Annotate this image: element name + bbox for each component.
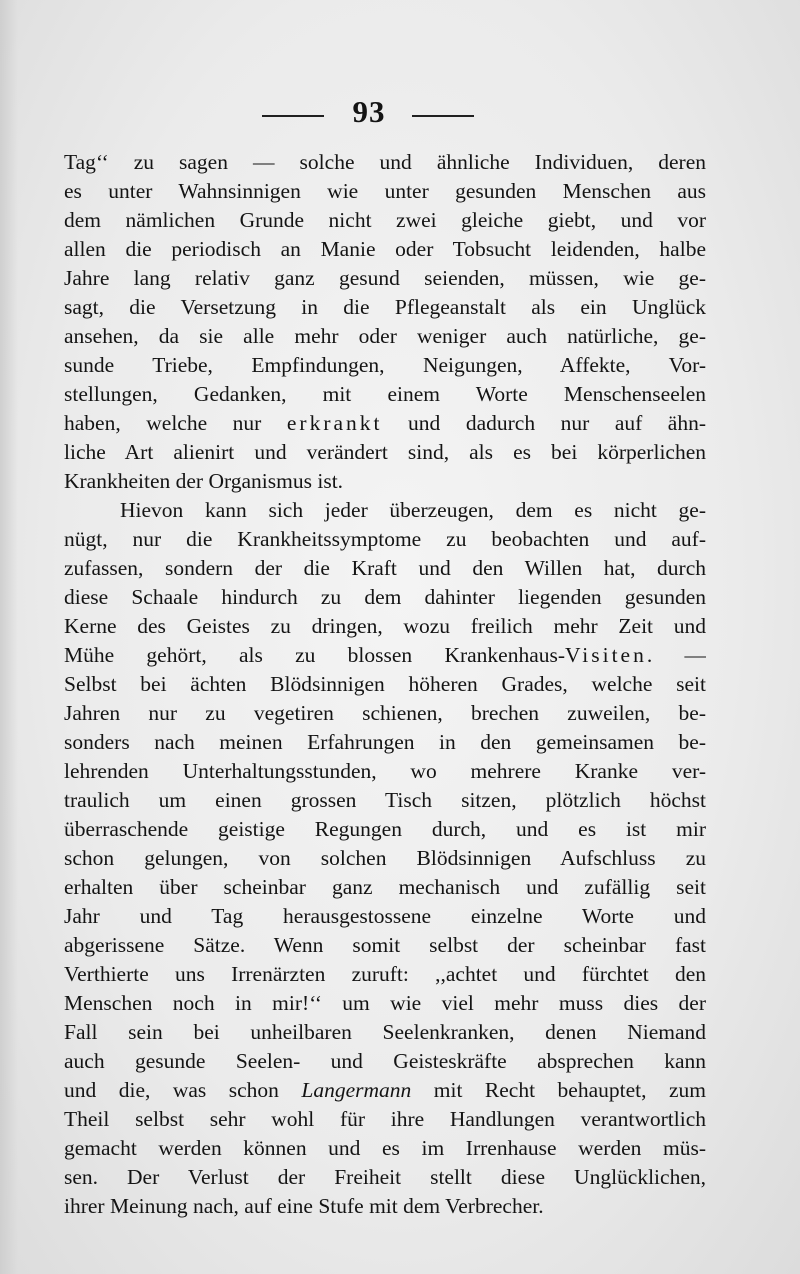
text-line [64, 583, 706, 612]
text-line [64, 409, 706, 438]
text-segment: sunde Triebe, Empfindungen, Neigungen, Affekte, Vor- [64, 353, 706, 377]
text-segment: gemacht werden können und es im Irrenhause werden müs- [64, 1136, 706, 1160]
text-segment: Krankheiten der Organismus ist. [64, 469, 344, 493]
text-line [64, 554, 706, 583]
text-segment: sonders nach meinen Erfahrungen in den gemeinsamen be- [64, 730, 706, 754]
text-segment: Hievon kann sich jeder überzeugen, dem es nicht ge- [120, 498, 706, 522]
text-line [64, 322, 706, 351]
text-line [64, 931, 706, 960]
text-segment: es unter Wahnsinnigen wie unter gesunden Menschen aus [64, 179, 706, 203]
text-segment: und die, was schon [64, 1078, 302, 1102]
emphasized-word: erkrankt [286, 411, 383, 435]
text-line [64, 1192, 706, 1221]
text-line [64, 1134, 706, 1163]
text-line [64, 786, 706, 815]
text-segment: Menschen noch in mir!‘‘ um wie viel mehr muss dies der [64, 991, 706, 1015]
text-line [64, 235, 706, 264]
text-segment: lehrenden Unterhaltungsstunden, wo mehrere Kranke ver- [64, 759, 706, 783]
text-line [64, 1018, 706, 1047]
text-line [64, 438, 706, 467]
text-segment: abgerissene Sätze. Wenn somit selbst der scheinbar fast [64, 933, 706, 957]
text-segment: traulich um einen grossen Tisch sitzen, plötzlich höchst [64, 788, 706, 812]
text-segment: Jahre lang relativ ganz gesund seienden, müssen, wie ge- [64, 266, 706, 290]
text-segment: . — [646, 643, 706, 667]
text-line [64, 1047, 706, 1076]
text-segment: auch gesunde Seelen- und Geisteskräfte absprechen kann [64, 1049, 706, 1073]
text-segment: allen die periodisch an Manie oder Tobsucht leidenden, halbe [64, 237, 706, 261]
text-line [64, 728, 706, 757]
text-segment: stellungen, Gedanken, mit einem Worte Menschenseelen [64, 382, 706, 406]
text-line [64, 844, 706, 873]
text-line [64, 177, 706, 206]
text-segment: Mühe gehört, als zu blossen Krankenhaus- [64, 643, 566, 667]
text-segment: ansehen, da sie alle mehr oder weniger auch natürliche, ge- [64, 324, 706, 348]
text-line [64, 467, 706, 496]
italic-name: Langermann [301, 1078, 412, 1102]
text-segment: Fall sein bei unheilbaren Seelenkranken, denen Niemand [64, 1020, 706, 1044]
text-line [64, 757, 706, 786]
text-line [64, 670, 706, 699]
text-line [64, 902, 706, 931]
text-segment: diese Schaale hindurch zu dem dahinter liegenden gesunden [64, 585, 706, 609]
page-header [0, 92, 800, 132]
text-line [64, 1105, 706, 1134]
header-rule-left [262, 115, 324, 117]
text-line [64, 264, 706, 293]
text-segment: Selbst bei ächten Blödsinnigen höheren Grades, welche seit [64, 672, 706, 696]
text-segment: überraschende geistige Regungen durch, und es ist mir [64, 817, 706, 841]
text-line [64, 989, 706, 1018]
text-line [64, 1163, 706, 1192]
text-segment: haben, welche nur [64, 411, 287, 435]
text-segment: Tag‘‘ zu sagen — solche und ähnliche Individuen, deren [64, 150, 706, 174]
text-segment: liche Art alienirt und verändert sind, als es bei körperlichen [64, 440, 706, 464]
page-number: 93 [352, 94, 386, 129]
text-segment: Jahren nur zu vegetiren schienen, brechen zuweilen, be- [64, 701, 706, 725]
text-line [64, 525, 706, 554]
text-line [64, 351, 706, 380]
text-line [64, 293, 706, 322]
text-segment: ihrer Meinung nach, auf eine Stufe mit dem Verbrecher. [64, 1194, 544, 1218]
text-line [64, 815, 706, 844]
text-segment: Theil selbst sehr wohl für ihre Handlungen verantwortlich [64, 1107, 706, 1131]
text-segment: zufassen, sondern der die Kraft und den Willen hat, durch [64, 556, 706, 580]
text-segment: dem nämlichen Grunde nicht zwei gleiche giebt, und vor [64, 208, 706, 232]
text-segment: Verthierte uns Irrenärzten zuruft: ,,achtet und fürchtet den [64, 962, 706, 986]
text-line [64, 206, 706, 235]
header-rule-right [412, 115, 474, 117]
text-line [64, 960, 706, 989]
text-line [64, 612, 706, 641]
text-segment: mit Recht behauptet, zum [411, 1078, 706, 1102]
text-segment: sagt, die Versetzung in die Pflegeanstalt als ein Unglück [64, 295, 706, 319]
text-line [64, 496, 706, 525]
text-segment: schon gelungen, von solchen Blödsinnigen Aufschluss zu [64, 846, 706, 870]
text-line [64, 1076, 706, 1105]
text-line [64, 699, 706, 728]
text-segment: nügt, nur die Krankheitssymptome zu beobachten und auf- [64, 527, 706, 551]
body-text [64, 148, 706, 1221]
text-line [64, 641, 706, 670]
text-line [64, 148, 706, 177]
text-segment: sen. Der Verlust der Freiheit stellt diese Unglücklichen, [64, 1165, 706, 1189]
text-segment: Jahr und Tag herausgestossene einzelne Worte und [64, 904, 706, 928]
emphasized-word: Visiten [565, 643, 647, 667]
text-segment: und dadurch nur auf ähn- [382, 411, 706, 435]
text-segment: Kerne des Geistes zu dringen, wozu freilich mehr Zeit und [64, 614, 706, 638]
text-segment: erhalten über scheinbar ganz mechanisch und zufällig seit [64, 875, 706, 899]
text-line [64, 380, 706, 409]
text-line [64, 873, 706, 902]
